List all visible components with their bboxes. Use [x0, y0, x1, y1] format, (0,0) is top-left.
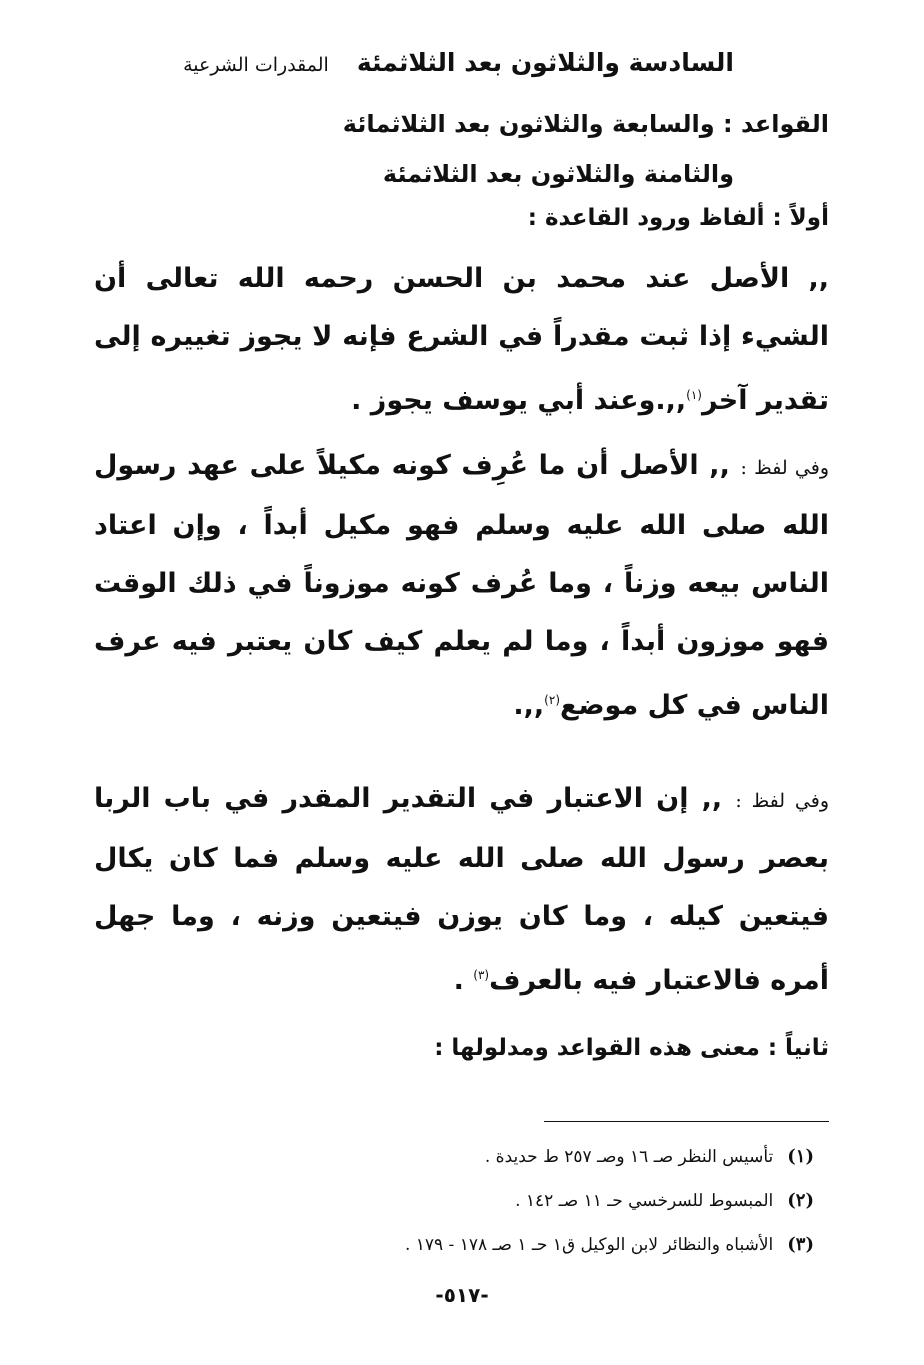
paragraph-3-after: . — [453, 965, 474, 996]
footnote-divider — [544, 1121, 829, 1122]
chapter-title: السادسة والثلاثون بعد الثلاثمئة — [356, 48, 734, 77]
paragraph-1 — [94, 250, 829, 430]
section-heading-second: ثانياً : معنى هذه القواعد ومدلولها : — [434, 1035, 829, 1061]
footnotes — [214, 1135, 814, 1267]
footnote-text: المبسوط للسرخسي حـ ١١ صـ ١٤٢ . — [515, 1191, 774, 1211]
footnote-item — [214, 1179, 814, 1223]
rules-heading-line2: والثامنة والثلاثون بعد الثلاثمئة — [382, 160, 734, 188]
footnote-item — [214, 1223, 814, 1267]
running-title: المقدرات الشرعية — [183, 54, 329, 76]
footnote-text: تأسيس النظر صـ ١٦ وصـ ٢٥٧ ط حديدة . — [484, 1147, 774, 1167]
paragraph-2 — [94, 437, 829, 735]
footnote-ref-2: (٢) — [544, 693, 560, 707]
footnote-number: (٢) — [787, 1190, 814, 1211]
footnote-item — [214, 1135, 814, 1179]
paragraph-1-after: ,,.وعند أبي يوسف يجوز . — [351, 385, 687, 416]
section-heading-first: أولاً : ألفاظ ورود القاعدة : — [527, 205, 829, 231]
footnote-ref-1: (١) — [686, 388, 702, 402]
paragraph-3-lead: وفي لفظ : — [735, 790, 830, 812]
paragraph-2-after: ,,. — [513, 690, 545, 721]
footnote-number: (٣) — [787, 1234, 814, 1255]
page-header — [174, 48, 734, 96]
footnote-ref-3: (٣) — [473, 968, 490, 982]
paragraph-1-text: ,, الأصل عند محمد بن الحسن رحمه الله تعالى أن الشيء إذا ثبت مقدراً في الشرع فإنه لا يجوز تغييره إلى تقدير آخر — [94, 263, 829, 416]
paragraph-2-text: ,, الأصل أن ما عُرِف كونه مكيلاً على عهد رسول الله صلى الله عليه وسلم فهو مكيل أبداً ، وإن اعتاد الناس بيعه وزناً ، وما عُرف كونه موزوناً في ذلك الوقت فهو موزون أبداً ، وما لم يعلم كيف كان يعتبر فيه عرف الناس في كل موضع — [94, 450, 829, 721]
footnote-text: الأشباه والنظائر لابن الوكيل ق١ حـ ١ صـ ١٧٨ - ١٧٩ . — [404, 1235, 774, 1255]
paragraph-3-text: ,, إن الاعتبار في التقدير المقدر في باب الربا بعصر رسول الله صلى الله عليه وسلم فما كان يكال فيتعين كيله ، وما كان يوزن فيتعين وزنه ، وما جهل أمره فالاعتبار فيه بالعرف — [94, 783, 829, 996]
page-number: -٥١٧- — [435, 1283, 489, 1307]
rules-heading-line1: القواعد : والسابعة والثلاثون بعد الثلاثمائة — [342, 110, 829, 138]
paragraph-3 — [94, 770, 829, 1010]
footnote-number: (١) — [787, 1146, 814, 1167]
paragraph-2-lead: وفي لفظ : — [740, 457, 829, 479]
